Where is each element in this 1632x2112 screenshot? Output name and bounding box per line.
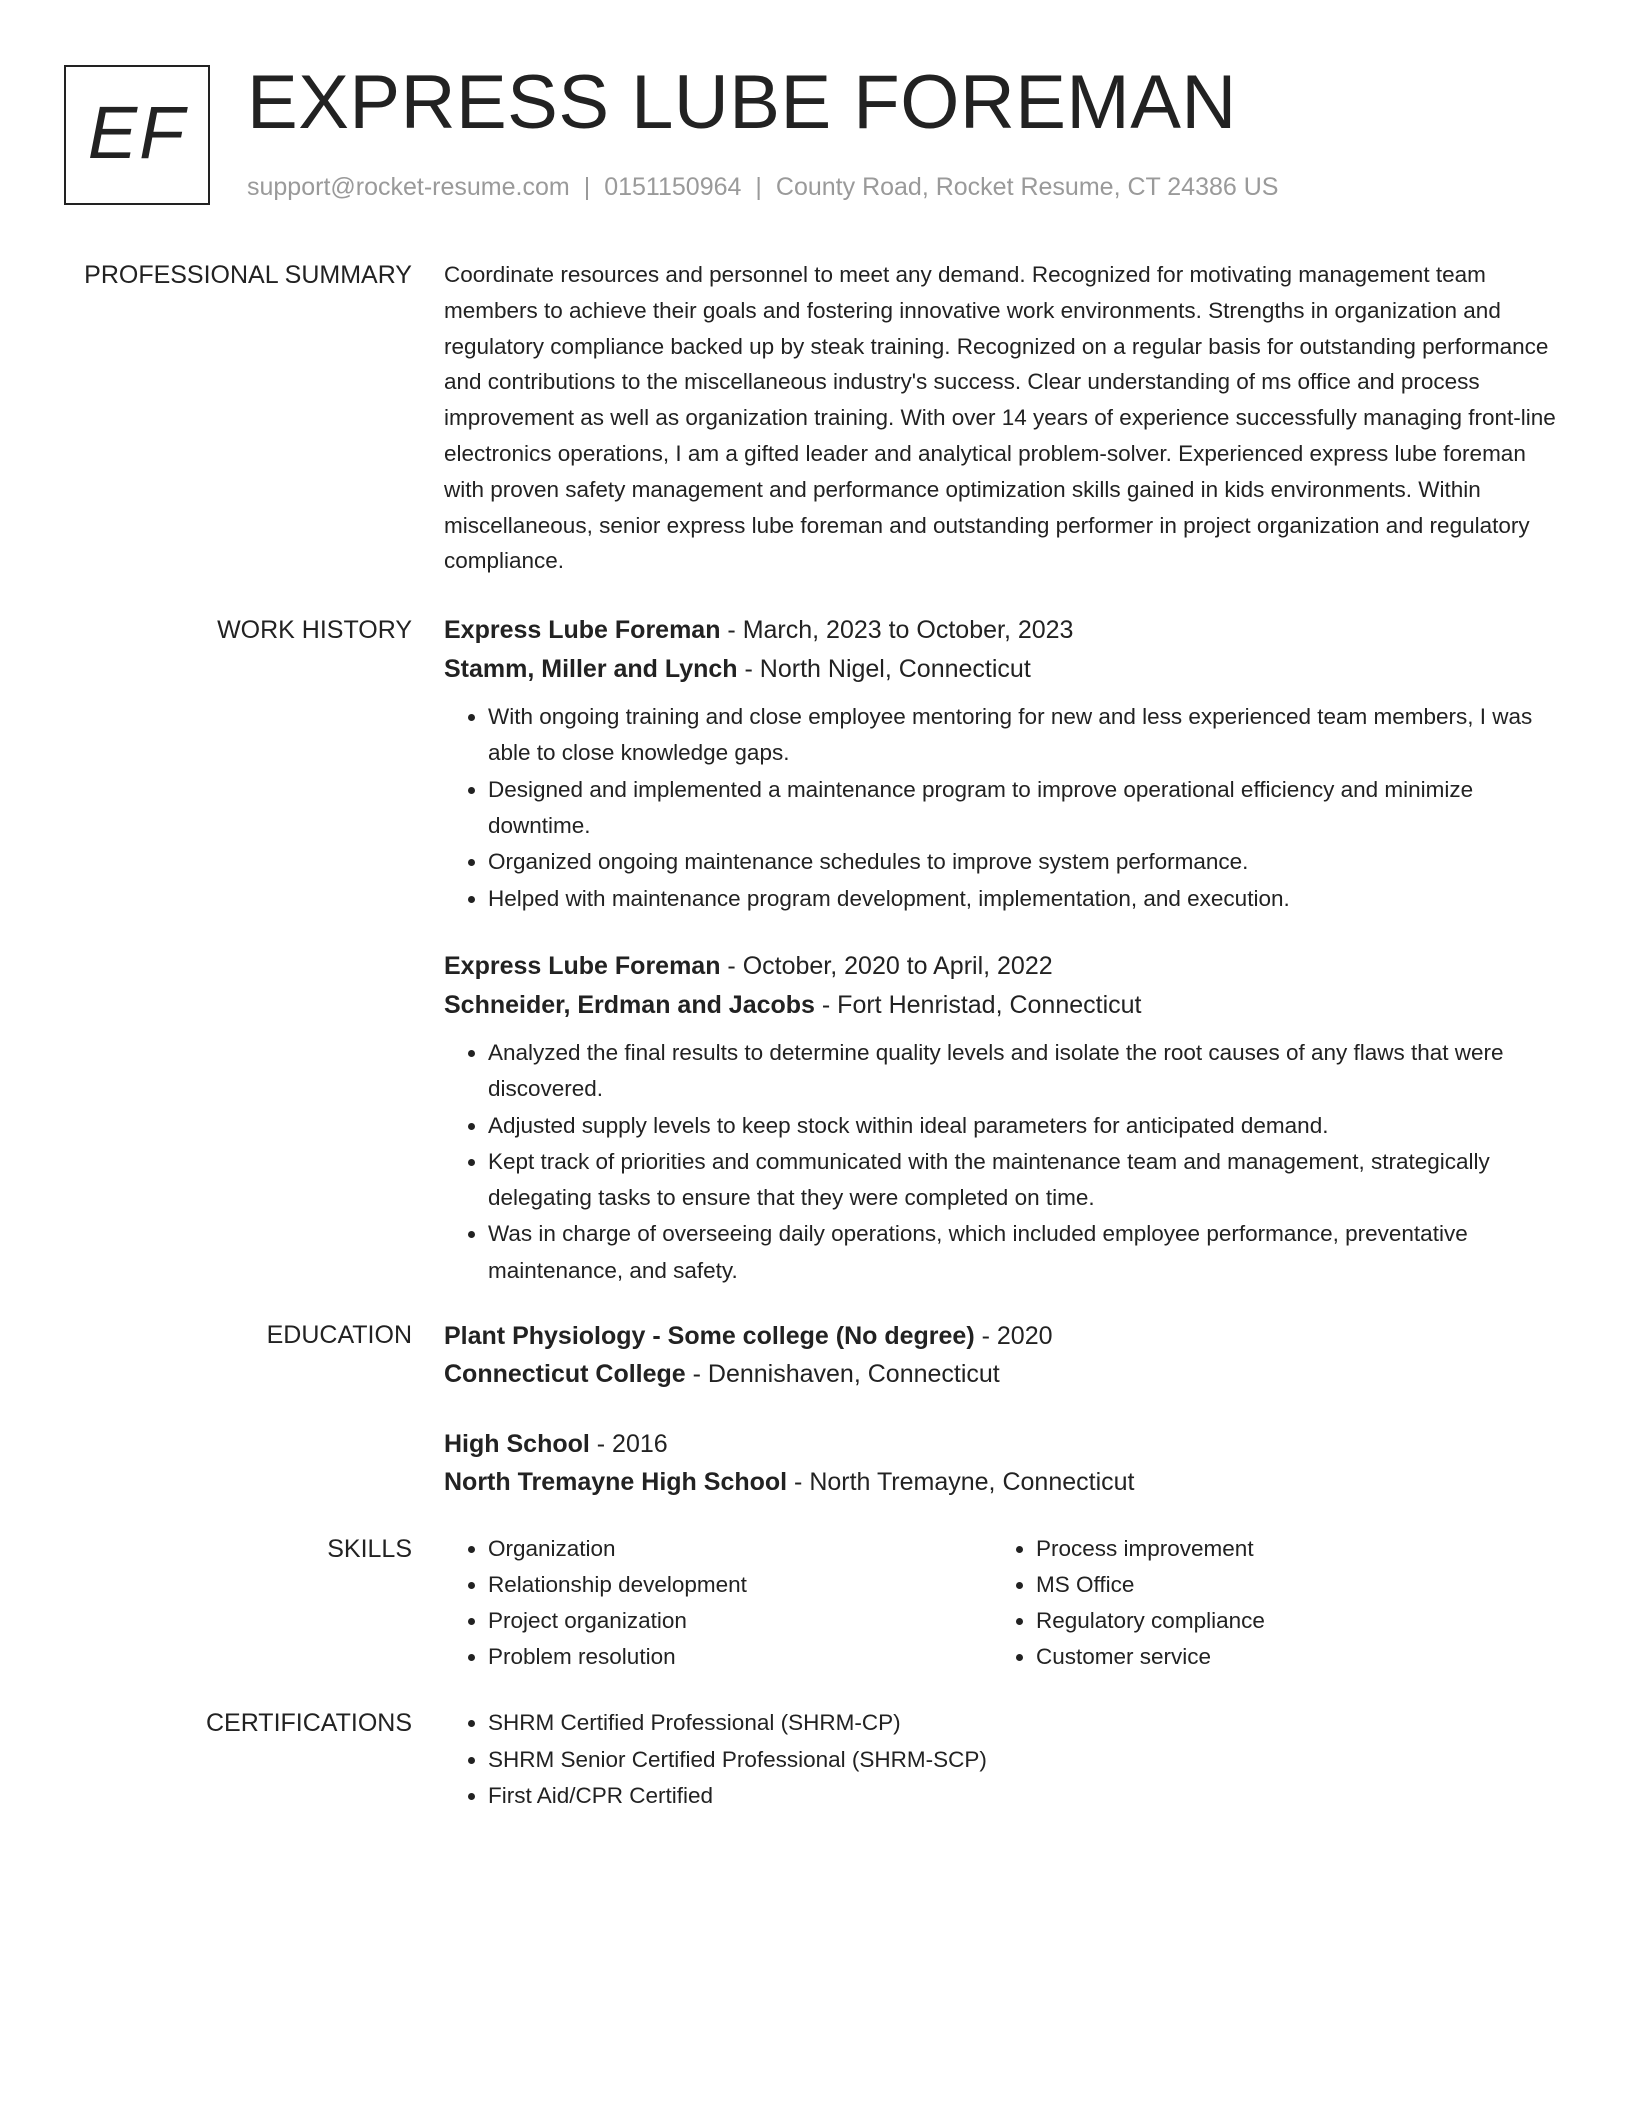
monogram-initials: EF	[87, 91, 187, 174]
skills-body	[444, 1531, 1560, 1675]
skills-column-left	[444, 1531, 992, 1675]
education-degree-line	[444, 1317, 1560, 1355]
certifications-body	[444, 1705, 1560, 1815]
candidate-name: EXPRESS LUBE FOREMAN	[247, 60, 1237, 145]
job-company: Schneider, Erdman and Jacobs	[444, 990, 815, 1019]
work-body	[444, 611, 1560, 1289]
summary-paragraph: Coordinate resources and personnel to meet any demand. Recognized for motivating management team members to achieve their goals and fostering innovative work environments. Strengths in organization and regulatory compliance backed up by steak training. Recognized on a regular basis for outstanding performance and contributions to the miscellaneous industry's success. Clear understanding of ms office and process improvement as well as organization training. With over 14 years of experience successfully managing front-line electronics operations, I am a gifted leader and analytical problem-solver. Experienced express lube foreman with proven safety management and performance optimization skills gained in kids environments. Within miscellaneous, senior express lube foreman and outstanding performer in project organization and regulatory compliance.	[444, 262, 1556, 574]
job-dates: - March, 2023 to October, 2023	[720, 616, 1074, 645]
job-bullets	[444, 699, 1560, 917]
contact-separator: |	[755, 173, 762, 201]
certification-item: • First Aid/CPR Certified	[488, 1778, 1560, 1815]
job-bullet: • Analyzed the final results to determine quality levels and isolate the root causes of any flaws that were discovered.	[488, 1035, 1560, 1108]
job-location: - Fort Henristad, Connecticut	[814, 990, 1142, 1019]
job-bullet: • Kept track of priorities and communicated with the maintenance team and management, strategically delegating tasks to ensure that they were completed on time.	[488, 1144, 1560, 1217]
contact-phone[interactable]: 0151150964	[604, 173, 742, 201]
education-entry	[444, 1317, 1560, 1393]
certification-item: • SHRM Certified Professional (SHRM-CP)	[488, 1705, 1560, 1742]
skills-column-right	[992, 1531, 1540, 1675]
section-heading: SKILLS	[327, 1535, 412, 1564]
job-company-line	[444, 650, 1560, 689]
resume-header	[64, 60, 1568, 210]
skill-item: • Process improvement	[1036, 1531, 1540, 1567]
skill-item: • Project organization	[488, 1603, 992, 1639]
section-skills	[0, 1531, 1632, 1675]
contact-line	[247, 173, 1278, 202]
skills-grid	[444, 1531, 1560, 1675]
certifications-list	[444, 1705, 1560, 1815]
contact-email[interactable]: support@rocket-resume.com	[247, 173, 570, 201]
certification-item: • SHRM Senior Certified Professional (SHRM-SCP)	[488, 1742, 1560, 1779]
job-entry	[444, 611, 1560, 917]
education-school: Connecticut College	[444, 1360, 686, 1389]
summary-body	[444, 257, 1560, 579]
skill-item: • Problem resolution	[488, 1639, 992, 1675]
education-year: - 2020	[974, 1322, 1053, 1351]
skill-item: • Regulatory compliance	[1036, 1603, 1540, 1639]
skill-item: • Customer service	[1036, 1639, 1540, 1675]
skill-item: • Organization	[488, 1531, 992, 1567]
section-heading: EDUCATION	[266, 1321, 412, 1350]
job-title-line	[444, 611, 1560, 650]
job-bullet: • Organized ongoing maintenance schedules to improve system performance.	[488, 844, 1560, 880]
job-entry	[444, 947, 1560, 1289]
education-year: - 2016	[589, 1430, 668, 1459]
skills-list	[992, 1531, 1540, 1675]
education-degree-line	[444, 1425, 1560, 1463]
job-bullet: • With ongoing training and close employee mentoring for new and less experienced team members, I was able to close knowledge gaps.	[488, 699, 1560, 772]
job-company-line	[444, 986, 1560, 1025]
skill-item: • MS Office	[1036, 1567, 1540, 1603]
education-school-line	[444, 1463, 1560, 1501]
education-school: North Tremayne High School	[444, 1468, 788, 1497]
job-dates: - October, 2020 to April, 2022	[720, 951, 1053, 980]
education-body	[444, 1317, 1560, 1501]
resume-body	[0, 257, 1632, 1815]
job-bullet: • Designed and implemented a maintenance program to improve operational efficiency and minimize downtime.	[488, 772, 1560, 845]
job-bullet: • Was in charge of overseeing daily operations, which included employee performance, preventative maintenance, and safety.	[488, 1216, 1560, 1289]
section-professional-summary	[0, 257, 1632, 579]
section-education	[0, 1317, 1632, 1501]
education-school-line	[444, 1355, 1560, 1393]
monogram-box	[64, 65, 210, 205]
section-heading: CERTIFICATIONS	[205, 1709, 412, 1738]
education-location: - North Tremayne, Connecticut	[787, 1468, 1135, 1497]
skills-list	[444, 1531, 992, 1675]
job-company: Stamm, Miller and Lynch	[444, 655, 738, 684]
education-degree: Plant Physiology - Some college (No degree)	[444, 1322, 975, 1351]
job-title: Express Lube Foreman	[444, 951, 721, 980]
education-entry	[444, 1425, 1560, 1501]
section-heading: WORK HISTORY	[217, 616, 412, 645]
section-certifications	[0, 1705, 1632, 1815]
section-heading: PROFESSIONAL SUMMARY	[84, 261, 412, 289]
section-work-history	[0, 611, 1632, 1289]
job-location: - North Nigel, Connecticut	[737, 655, 1031, 684]
education-degree: High School	[444, 1430, 590, 1459]
job-bullet: • Helped with maintenance program development, implementation, and execution.	[488, 881, 1560, 917]
education-location: - Dennishaven, Connecticut	[685, 1360, 1000, 1389]
contact-address: County Road, Rocket Resume, CT 24386 US	[775, 173, 1279, 201]
job-title: Express Lube Foreman	[444, 616, 721, 645]
job-bullet: • Adjusted supply levels to keep stock within ideal parameters for anticipated demand.	[488, 1108, 1560, 1144]
job-bullets	[444, 1035, 1560, 1289]
job-title-line	[444, 947, 1560, 986]
skill-item: • Relationship development	[488, 1567, 992, 1603]
contact-separator: |	[583, 173, 591, 201]
